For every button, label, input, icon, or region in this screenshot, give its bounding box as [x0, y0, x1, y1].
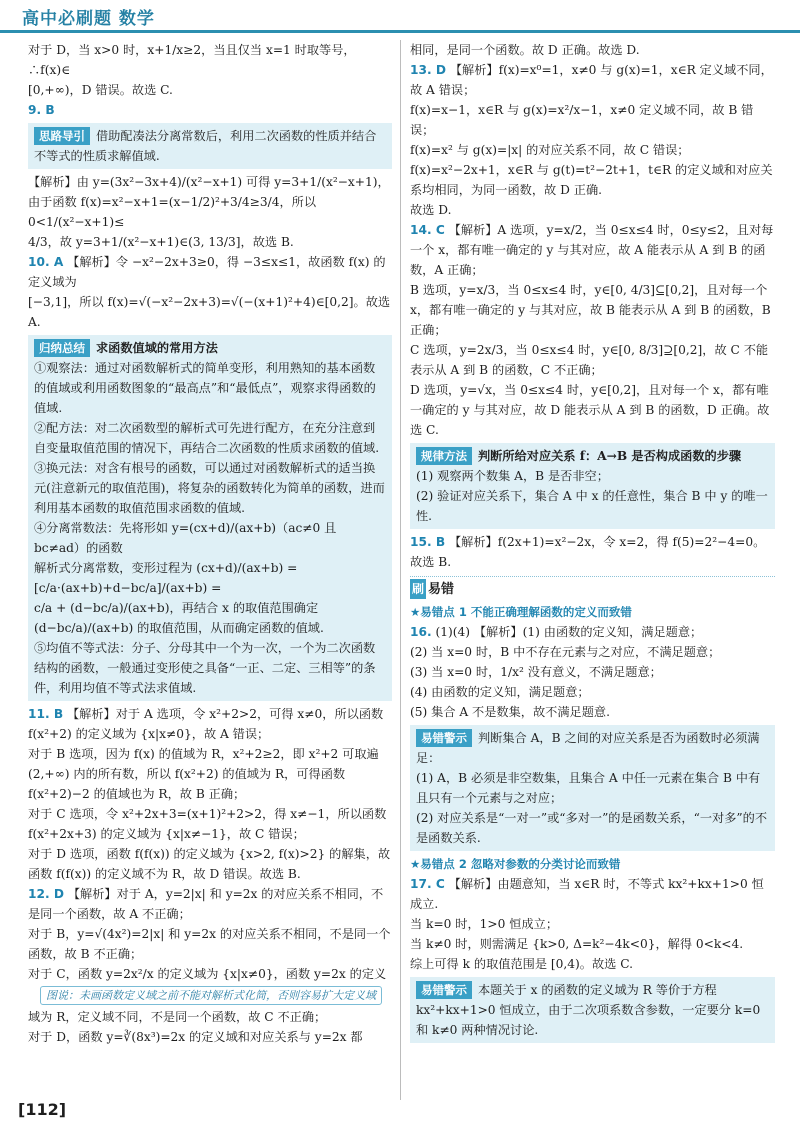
section-title: 易错 — [428, 582, 455, 597]
rule-item: (1) 观察两个数集 A，B 是否非空； — [416, 469, 609, 483]
error-point-title: ★易错点 2 忽略对参数的分类讨论而致错 — [410, 857, 621, 871]
question-number: 12. D — [28, 887, 64, 901]
solution-line: 由于函数 f(x)=x²−x+1=(x−1/2)²+3/4≥3/4，所以 0<1/(x²−x+1)≤ — [28, 195, 317, 229]
solution-line: 对于 D，函数 y=∛(8x³)=2x 的定义域和对应关系与 y=2x 都 — [28, 1030, 363, 1044]
question-number: 9. B — [28, 103, 55, 117]
method-item: ②配方法：对二次函数型的解析式可先进行配方，在充分注意到自变量取值范围的情况下，再结合二次函数的性质求函数的值域. — [34, 421, 380, 455]
rule-label: 规律方法 — [416, 447, 472, 465]
warning-text: 判断集合 A，B 之间的对应关系是否为函数时必须满足： — [416, 731, 760, 765]
solution-line: C 选项，y=2x/3，当 0≤x≤4 时，y∈[0, 8/3]⊇[0,2]，故 C 不能表示从 A 到 B 的函数，C 不正确； — [410, 343, 769, 377]
summary-title: 求函数值域的常用方法 — [96, 341, 218, 355]
solution-line: 【解析】f(2x+1)=x²−2x，令 x=2，得 f(5)=2²−4=0。故选 B. — [410, 535, 766, 569]
section-badge: 刷 — [410, 579, 426, 599]
warning-item: (1) A，B 必须是非空数集，且集合 A 中任一元素在集合 B 中有且只有一个元素与之对应； — [416, 771, 761, 805]
left-column — [28, 40, 392, 1047]
solution-line: f(x)=x² 与 g(x)=|x| 的对应关系不同，故 C 错误； — [410, 143, 690, 157]
question-number: 10. A — [28, 255, 64, 269]
guide-box — [28, 123, 392, 169]
method-item: ①观察法：通过对函数解析式的简单变形，利用熟知的基本函数的值域或利用函数图象的“最高点”和“最低点”，观察求得函数的值域. — [34, 361, 376, 415]
question-number: 14. C — [410, 223, 445, 237]
solution-line: 【解析】由 y=(3x²−3x+4)/(x²−x+1) 可得 y=3+1/(x²−x+1)， — [28, 175, 390, 189]
solution-line: B 选项，y=x/3，当 0≤x≤4 时，y∈[0, 4/3]⊆[0,2]，且对每一个 x，都有唯一确定的 y 与其对应，故 B 能表示从 A 到 B 的函数，B 正确； — [410, 283, 771, 337]
solution-line: 故选 D. — [410, 203, 452, 217]
solution-line: [−3,1]，所以 f(x)=√(−x²−2x+3)=√(−(x+1)²+4)∈[0,2]。故选 A. — [28, 295, 391, 329]
solution-line: 【解析】对于 A 选项，令 x²+2>2，可得 x≠0，所以函数 — [67, 707, 384, 721]
header-rule — [0, 30, 800, 33]
solution-line: 对于 B，y=√(4x²)=2|x| 和 y=2x 的对应关系不相同，不是同一个函数，故 B 不正确； — [28, 927, 391, 961]
solution-line: 【解析】对于 A，y=2|x| 和 y=2x 的对应关系不相同，不是同一个函数，故 A 不正确； — [28, 887, 384, 921]
solution-line: 【解析】A 选项，y=x/2，当 0≤x≤4 时，0≤y≤2，且对每一个 x，都有唯一确定的 y 与其对应，故 A 能表示从 A 到 B 的函数，A 正确； — [410, 223, 774, 277]
side-note: 图说：未画函数定义域之前不能对解析式化简，否则容易扩大定义域 — [40, 986, 382, 1005]
solution-line: f(x)=x−1，x∈R 与 g(x)=x²/x−1，x≠0 定义域不同，故 B 错误； — [410, 103, 754, 137]
method-item: ③换元法：对含有根号的函数，可以通过对函数解析式的适当换元(注意新元的取值范围)，将复杂的函数转化为简单的函数，进而利用基本函数的取值范围求函数的值域. — [34, 461, 385, 515]
warning-box — [410, 977, 775, 1043]
solution-line: (3) 当 x=0 时，1/x² 没有意义，不满足题意； — [410, 665, 662, 679]
method-item: ⑤均值不等式法：分子、分母其中一个为一次，一个为二次函数结构的函数，一般通过变形使之具备“一正、二定、三相等”的条件，利用均值不等式法求值域. — [34, 641, 376, 695]
question-number: 11. B — [28, 707, 64, 721]
question-number: 15. B — [410, 535, 446, 549]
solution-line: (1)(4) 【解析】(1) 由函数的定义知，满足题意； — [435, 625, 703, 639]
solution-line: 【解析】由题意知，当 x∈R 时，不等式 kx²+kx+1>0 恒成立. — [410, 877, 764, 911]
warning-text: 本题关于 x 的函数的定义域为 R 等价于方程 kx²+kx+1>0 恒成立，由于二次项系数含参数，一定要分 k=0 和 k≠0 两种情况讨论. — [416, 983, 761, 1037]
column-divider — [400, 40, 401, 1100]
error-point-title: ★易错点 1 不能正确理解函数的定义而致错 — [410, 605, 632, 619]
warning-box — [410, 725, 775, 851]
solution-line: 【解析】令 −x²−2x+3≥0，得 −3≤x≤1，故函数 f(x) 的定义域为 — [28, 255, 386, 289]
method-item: c/a + (d−bc/a)/(ax+b)，再结合 x 的取值范围确定 (d−bc/a)/(ax+b) 的取值范围，从而确定函数的值域. — [34, 601, 324, 635]
guide-text: 借助配凑法分离常数后，利用二次函数的性质并结合不等式的性质求解值域. — [34, 129, 377, 163]
solution-line: 4/3，故 y=3+1/(x²−x+1)∈(3, 13/3]，故选 B. — [28, 235, 294, 249]
solution-line: 对于 C 选项，令 x²+2x+3=(x+1)²+2>2，得 x≠−1，所以函数 f(x²+2x+3) 的定义域为 {x|x≠−1}，故 C 错误； — [28, 807, 387, 841]
question-number: 13. D — [410, 63, 446, 77]
rule-title: 判断所给对应关系 f：A→B 是否构成函数的步骤 — [478, 449, 742, 463]
solution-line: 域为 R，定义域不同，不是同一个函数，故 C 不正确； — [28, 1010, 327, 1024]
solution-line: 对于 D 选项，函数 f(f(x)) 的定义域为 {x>2, f(x)>2} 的解集，故函数 f(f(x)) 的定义域不为 R，故 D 错误。故选 B. — [28, 847, 391, 881]
page-number: [112] — [18, 1100, 67, 1119]
method-item: 解析式分离常数，变形过程为 (cx+d)/(ax+b) = [c/a·(ax+b)+d−bc/a]/(ax+b) = — [34, 561, 298, 595]
summary-label: 归纳总结 — [34, 339, 90, 357]
rule-item: (2) 验证对应关系下，集合 A 中 x 的任意性，集合 B 中 y 的唯一性. — [416, 489, 768, 523]
warning-item: (2) 对应关系是“一对一”或“多对一”的是函数关系，“一对多”的不是函数关系. — [416, 811, 768, 845]
solution-line: (5) 集合 A 不是数集，故不满足题意. — [410, 705, 610, 719]
solution-line: f(x)=x²−2x+1，x∈R 与 g(t)=t²−2t+1，t∈R 的定义域和对应关系均相同，为同一函数，故 D 正确. — [410, 163, 773, 197]
text-line: 对于 D，当 x>0 时，x+1/x≥2，当且仅当 x=1 时取等号，∴f(x)∈ — [28, 43, 356, 77]
right-column — [410, 40, 775, 1046]
solution-line: 当 k≠0 时，则需满足 {k>0, Δ=k²−4k<0}，解得 0<k<4. — [410, 937, 744, 951]
rule-box — [410, 443, 775, 529]
solution-line: f(x²+2) 的定义域为 {x|x≠0}，故 A 错误； — [28, 727, 270, 741]
solution-line: D 选项，y=√x，当 0≤x≤4 时，y∈[0,2]，且对每一个 x，都有唯一确定的 y 与其对应，故 D 能表示从 A 到 B 的函数，D 正确。故选 C. — [410, 383, 770, 437]
section-header — [410, 576, 775, 600]
warning-label: 易错警示 — [416, 981, 472, 999]
warning-label: 易错警示 — [416, 729, 472, 747]
text-line: [0,+∞)，D 错误。故选 C. — [28, 83, 173, 97]
guide-label: 思路导引 — [34, 127, 90, 145]
solution-line: 当 k=0 时，1>0 恒成立； — [410, 917, 559, 931]
method-item: ④分离常数法：先将形如 y=(cx+d)/(ax+b)（ac≠0 且 bc≠ad）的函数 — [34, 521, 337, 555]
page-header — [0, 0, 800, 34]
solution-line: (4) 由函数的定义知，满足题意； — [410, 685, 590, 699]
solution-line: 对于 B 选项，因为 f(x) 的值域为 R，x²+2≥2，即 x²+2 可取遍 (2,+∞) 内的所有数，所以 f(x²+2) 的值域为 R，可得函数 f(x²+2)−2 的值域也为 R，故 B 正确； — [28, 747, 379, 801]
question-number: 17. C — [410, 877, 445, 891]
question-number: 16. — [410, 625, 432, 639]
text-line: 相同，是同一个函数。故 D 正确。故选 D. — [410, 43, 640, 57]
solution-line: 对于 C，函数 y=2x²/x 的定义域为 {x|x≠0}，函数 y=2x 的定义 — [28, 967, 387, 981]
book-title: 高中必刷题 数学 — [22, 9, 155, 29]
solution-line: 【解析】f(x)=x⁰=1，x≠0 与 g(x)=1，x∈R 定义域不同，故 A 错误； — [410, 63, 773, 97]
summary-box — [28, 335, 392, 701]
solution-line: 综上可得 k 的取值范围是 [0,4)。故选 C. — [410, 957, 633, 971]
solution-line: (2) 当 x=0 时，B 中不存在元素与之对应，不满足题意； — [410, 645, 721, 659]
